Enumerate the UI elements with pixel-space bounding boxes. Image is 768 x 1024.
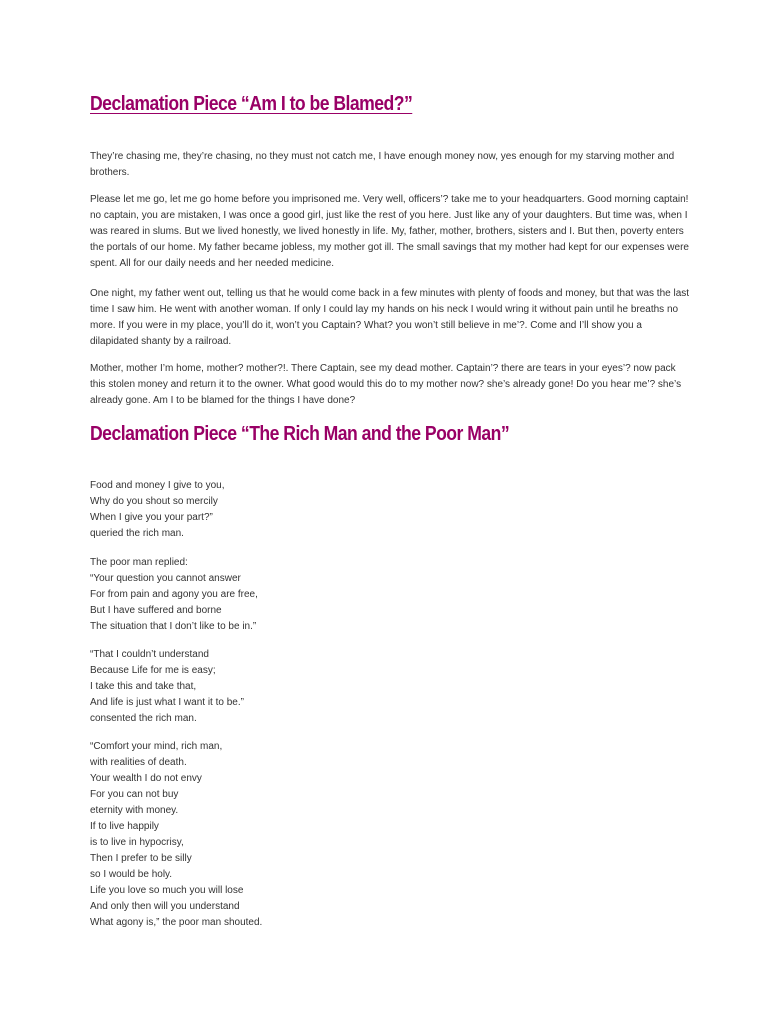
- poem-stanza: [90, 555, 490, 635]
- poem-line: Then I prefer to be silly: [90, 853, 192, 864]
- paragraph: [90, 192, 690, 272]
- poem-line: Why do you shout so mercily: [90, 496, 218, 507]
- paragraph: [90, 149, 690, 181]
- piece-2-title: Declamation Piece “The Rich Man and the Poor Man”: [90, 423, 510, 445]
- poem-stanza: [90, 478, 490, 542]
- paragraph-text: Please let me go, let me go home before you imprisoned me. Very well, officers’? take me to your headquarters. Good morning captain! no captain, you are mistaken, I was once a good girl, just like the rest of you here. Just like any of your daughters. But time was, when I was reared in slums. But we lived honestly, we lived honestly in life. My, father, mother, brothers, sisters and I. But then, poverty enters the portals of our home. My father became jobless, my mother got ill. The small savings that my mother had kept for our expenses were spent. All for our daily needs and her needed medicine.: [90, 194, 689, 269]
- paragraph-text: Mother, mother I’m home, mother? mother?!. There Captain, see my dead mother. Captain’? there are tears in your eyes’? now pack this stolen money and return it to the owner. What good would this do to my mother now? she’s already gone! Do you hear me’? she’s already gone. Am I to be blamed for the things I have done?: [90, 363, 682, 406]
- piece-1-title-text: Declamation Piece “Am I to be Blamed?”: [90, 93, 413, 115]
- poem-line: And only then will you understand: [90, 901, 240, 912]
- poem-line: Your wealth I do not envy: [90, 773, 202, 784]
- poem-line: Food and money I give to you,: [90, 480, 225, 491]
- poem-line: so I would be holy.: [90, 869, 173, 880]
- poem-line: “That I couldn’t understand: [90, 649, 209, 660]
- paragraph: [90, 361, 690, 409]
- paragraph-text: They’re chasing me, they’re chasing, no they must not catch me, I have enough money now, yes enough for my starving mother and brothers.: [90, 151, 675, 178]
- poem-line: is to live in hypocrisy,: [90, 837, 184, 848]
- poem-line: queried the rich man.: [90, 528, 184, 539]
- paragraph: [90, 286, 690, 350]
- poem-stanza: [90, 739, 490, 931]
- poem-line: Because Life for me is easy;: [90, 665, 216, 676]
- piece-1-title: [90, 93, 412, 116]
- poem-line: When I give you your part?”: [90, 512, 213, 523]
- poem-stanza: [90, 647, 490, 727]
- poem-line: And life is just what I want it to be.”: [90, 697, 244, 708]
- poem-line: If to live happily: [90, 821, 159, 832]
- poem-line: Life you love so much you will lose: [90, 885, 244, 896]
- poem-line: But I have suffered and borne: [90, 605, 222, 616]
- poem-line: “Comfort your mind, rich man,: [90, 741, 223, 752]
- poem-line: “Your question you cannot answer: [90, 573, 241, 584]
- poem-line: The poor man replied:: [90, 557, 188, 568]
- poem-line: with realities of death.: [90, 757, 187, 768]
- poem-line: consented the rich man.: [90, 713, 197, 724]
- poem-line: The situation that I don’t like to be in.”: [90, 621, 257, 632]
- paragraph-text: One night, my father went out, telling us that he would come back in a few minutes with plenty of foods and money, but that was the last time I saw him. He went with another woman. If only I could lay my hands on his neck I would wring it without pain until he breaths no more. If you were in my place, you’ll do it, won’t you Captain? What? you won’t still believe in me’?. Come and I’ll show you a dilapidated shanty by a railroad.: [90, 288, 690, 347]
- poem-line: What agony is,” the poor man shouted.: [90, 917, 263, 928]
- poem-line: I take this and take that,: [90, 681, 197, 692]
- poem-line: For you can not buy: [90, 789, 179, 800]
- poem-line: eternity with money.: [90, 805, 179, 816]
- poem-line: For from pain and agony you are free,: [90, 589, 258, 600]
